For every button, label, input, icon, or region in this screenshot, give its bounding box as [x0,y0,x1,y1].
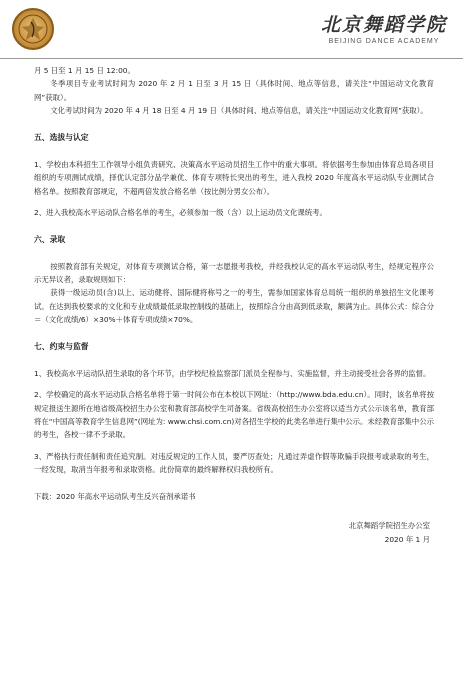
section-5-paragraph-2: 2、进入我校高水平运动队合格名单的考生，必须参加一级（含）以上运动员文化课统考。 [34,208,327,218]
winter-schedule-paragraph: 冬季项目专业考试时间为 2020 年 2 月 1 日至 3 月 15 日（具体时间、地点等信息，请关注“中国运动文化教育网”获取）。 [34,79,434,102]
section-6-paragraph-1: 按照教育部有关规定，对体育专项测试合格，第一志愿报考我校，并经我校认定的高水平运动队考生，经规定程序公示无异议者，录取规则如下： [34,261,434,285]
section-6-title: 六、录取 [34,234,66,244]
school-emblem-icon [12,8,54,50]
brand-block [321,14,447,45]
section-7-paragraph-3: 3、严格执行责任制和责任追究制。对违反规定的工作人员，要严厉查处；凡通过弄虚作假等欺骗手段报考或录取的考生，一经发现，取消当年报考和录取资格。此份简章的最终解释权归我校所有。 [34,451,434,475]
section-6-paragraph-2: 获得一级运动员(含)以上、运动健将、国际健将称号之一的考生，需参加国家体育总局统一组织的单独招生文化课考试。在达到我校要求的文化和专业成绩最低录取控制线的基础上，按照综合分由高到低录取，额满为止。具体公式：综合分＝（文化成绩/6）×30%＋体育专项成绩×70%。 [34,288,434,325]
schedule-line: 月 5 日至 1 月 15 日 12:00。 [34,66,135,75]
signature-organization: 北京舞蹈学院招生办公室 [348,521,430,531]
signature-block [34,519,434,546]
section-7-paragraph-1: 1、我校高水平运动队招生录取的各个环节，由学校纪检监察部门派员全程参与、实施监督，并主动接受社会各界的监督。 [34,368,431,378]
section-5-title: 五、选拔与认定 [34,133,89,143]
brand-name-cn: 北京舞蹈学院 [320,14,447,36]
document-body [34,64,434,546]
section-7-paragraph-2: 2、学校确定的高水平运动队合格名单将于第一时间公布在本校以下网址：（http://www.bda.edu.cn）。同时，该名单将按规定报送生源所在地省级高校招生办公室和教育部高校学生司备案。省级高校招生办公室将以适当方式公示该名单，教育部将在“中国高等教育学生信息网”(网址为: www.chsi.com.cn)对各招生学校的此类名单进行集中公示。未经教育部集中公示的考生，各校一律不予录取。 [34,390,434,440]
signature-date: 2020 年 1 月 [384,534,430,544]
brand-name-en: BEIJING DANCE ACADEMY [328,38,440,45]
section-5-paragraph-1: 1、学校由本科招生工作领导小组负责研究、决策高水平运动员招生工作中的重大事项。将依据考生参加由体育总局各项目组织的专项测试成绩，择优认定部分品学兼优、体育专项特长突出的考生，进入我校 2020 年度高水平运动队专业测试合格名单。按照教育部规定，不超两倍发放合格名单（按比例分男女公布）。 [34,159,434,196]
section-7-title: 七、约束与监督 [34,342,89,352]
download-link[interactable]: 下载：2020 年高水平运动队考生反兴奋剂承诺书 [34,492,196,502]
culture-exam-paragraph: 文化考试时间为 2020 年 4 月 18 日至 4 月 19 日（具体时间、地点等信息，请关注“中国运动文化教育网”获取）。 [50,106,428,116]
header-divider [0,58,463,59]
letterhead [0,0,463,62]
